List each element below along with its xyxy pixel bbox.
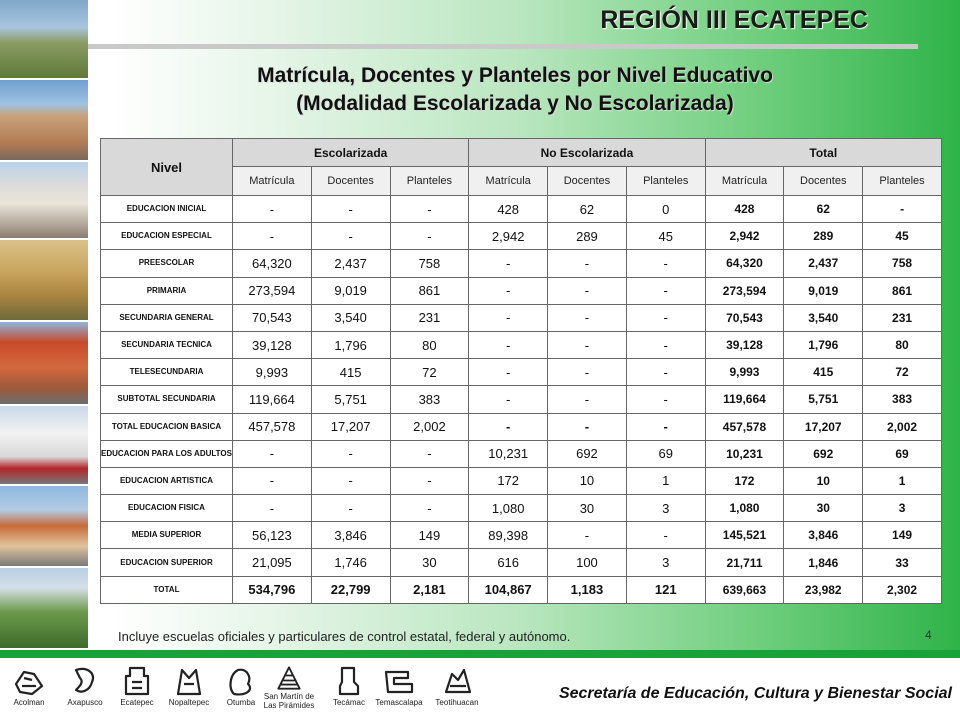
photo-white-building bbox=[0, 406, 88, 486]
total-cell: 21,711 bbox=[705, 549, 784, 576]
header-divider bbox=[88, 44, 918, 49]
level-cell: MEDIA SUPERIOR bbox=[101, 522, 233, 549]
noesc-cell: 2,942 bbox=[469, 223, 548, 250]
level-cell: TOTAL bbox=[101, 576, 233, 603]
total-cell: 415 bbox=[784, 359, 863, 386]
esc-cell: - bbox=[233, 440, 312, 467]
municipality-name: Axapusco bbox=[67, 698, 103, 707]
table-row bbox=[101, 359, 942, 386]
noesc-cell: - bbox=[626, 386, 705, 413]
total-cell: 1,796 bbox=[784, 331, 863, 358]
otumba-glyph-icon bbox=[224, 664, 258, 698]
nivel-header: Nivel bbox=[101, 139, 233, 196]
total-cell: 758 bbox=[863, 250, 942, 277]
municipality-logos bbox=[0, 660, 510, 720]
esc-cell: - bbox=[390, 440, 469, 467]
total-cell: 3,540 bbox=[784, 304, 863, 331]
nopaltepec-glyph-icon bbox=[172, 664, 206, 698]
photo-colonial-street bbox=[0, 80, 88, 162]
noesc-cell: - bbox=[469, 277, 548, 304]
municipality-name: Tecámac bbox=[332, 698, 365, 707]
subheader-matricula: Matrícula bbox=[705, 167, 784, 196]
total-cell: 70,543 bbox=[705, 304, 784, 331]
esc-cell: 80 bbox=[390, 331, 469, 358]
esc-cell: 149 bbox=[390, 522, 469, 549]
level-cell: SUBTOTAL SECUNDARIA bbox=[101, 386, 233, 413]
total-cell: 145,521 bbox=[705, 522, 784, 549]
subheader-planteles: Planteles bbox=[863, 167, 942, 196]
esc-cell: 534,796 bbox=[233, 576, 312, 603]
page-title bbox=[100, 62, 930, 118]
table-row bbox=[101, 440, 942, 467]
photo-government-palace bbox=[0, 486, 88, 568]
group-header-escolarizada: Escolarizada bbox=[233, 139, 469, 167]
noesc-cell: 69 bbox=[626, 440, 705, 467]
municipality-name: Las Pirámides bbox=[263, 701, 315, 710]
total-cell: 231 bbox=[863, 304, 942, 331]
esc-cell: - bbox=[311, 495, 390, 522]
noesc-cell: - bbox=[469, 331, 548, 358]
esc-cell: 72 bbox=[390, 359, 469, 386]
photo-church-landscape bbox=[0, 0, 88, 80]
esc-cell: 1,746 bbox=[311, 549, 390, 576]
esc-cell: - bbox=[311, 196, 390, 223]
noesc-cell: 62 bbox=[548, 196, 627, 223]
noesc-cell: 10,231 bbox=[469, 440, 548, 467]
municipality-logo bbox=[58, 660, 112, 718]
noesc-cell: - bbox=[469, 386, 548, 413]
page-number: 4 bbox=[925, 628, 932, 642]
total-cell: 17,207 bbox=[784, 413, 863, 440]
noesc-cell: - bbox=[548, 359, 627, 386]
subheader-docentes: Docentes bbox=[548, 167, 627, 196]
total-cell: 30 bbox=[784, 495, 863, 522]
total-cell: 45 bbox=[863, 223, 942, 250]
total-cell: 69 bbox=[863, 440, 942, 467]
noesc-cell: 0 bbox=[626, 196, 705, 223]
total-cell: 639,663 bbox=[705, 576, 784, 603]
municipality-logo bbox=[262, 660, 316, 718]
esc-cell: 2,002 bbox=[390, 413, 469, 440]
noesc-cell: 3 bbox=[626, 549, 705, 576]
level-cell: PREESCOLAR bbox=[101, 250, 233, 277]
noesc-cell: 616 bbox=[469, 549, 548, 576]
table-row bbox=[101, 522, 942, 549]
total-cell: 2,002 bbox=[863, 413, 942, 440]
esc-cell: 9,993 bbox=[233, 359, 312, 386]
total-cell: 23,982 bbox=[784, 576, 863, 603]
acolman-glyph-icon bbox=[12, 664, 46, 698]
title-line-2: (Modalidad Escolarizada y No Escolarizada) bbox=[296, 92, 734, 115]
total-cell: 72 bbox=[863, 359, 942, 386]
total-cell: 2,437 bbox=[784, 250, 863, 277]
level-cell: EDUCACION INICIAL bbox=[101, 196, 233, 223]
municipality-name: Teotihuacan bbox=[435, 698, 479, 707]
esc-cell: - bbox=[390, 495, 469, 522]
total-cell: 172 bbox=[705, 467, 784, 494]
noesc-cell: - bbox=[469, 250, 548, 277]
esc-cell: 1,796 bbox=[311, 331, 390, 358]
table-row bbox=[101, 331, 942, 358]
teotihuacan-glyph-icon bbox=[440, 664, 474, 698]
level-cell: TOTAL EDUCACION BASICA bbox=[101, 413, 233, 440]
total-cell: 39,128 bbox=[705, 331, 784, 358]
noesc-cell: 1,183 bbox=[548, 576, 627, 603]
table-row bbox=[101, 277, 942, 304]
data-table-container bbox=[100, 138, 942, 604]
esc-cell: 231 bbox=[390, 304, 469, 331]
level-cell: EDUCACION SUPERIOR bbox=[101, 549, 233, 576]
noesc-cell: - bbox=[469, 304, 548, 331]
photo-strip bbox=[0, 0, 88, 660]
secretaria-label: Secretaría de Educación, Cultura y Bienestar Social bbox=[558, 685, 952, 702]
subheader-matricula: Matrícula bbox=[469, 167, 548, 196]
noesc-cell: - bbox=[548, 413, 627, 440]
noesc-cell: - bbox=[626, 359, 705, 386]
table-row bbox=[101, 495, 942, 522]
municipality-name: San Martín de bbox=[263, 692, 315, 701]
total-cell: 3 bbox=[863, 495, 942, 522]
noesc-cell: - bbox=[469, 413, 548, 440]
total-cell: 2,942 bbox=[705, 223, 784, 250]
subheader-matricula: Matrícula bbox=[233, 167, 312, 196]
photo-town-square bbox=[0, 162, 88, 240]
level-cell: SECUNDARIA TECNICA bbox=[101, 331, 233, 358]
total-cell: 692 bbox=[784, 440, 863, 467]
noesc-cell: 30 bbox=[548, 495, 627, 522]
noesc-cell: - bbox=[548, 277, 627, 304]
esc-cell: 17,207 bbox=[311, 413, 390, 440]
subheader-planteles: Planteles bbox=[626, 167, 705, 196]
esc-cell: 3,846 bbox=[311, 522, 390, 549]
photo-arcade-building bbox=[0, 322, 88, 406]
axapusco-glyph-icon bbox=[68, 664, 102, 698]
total-cell: 10,231 bbox=[705, 440, 784, 467]
esc-cell: 9,019 bbox=[311, 277, 390, 304]
total-cell: 149 bbox=[863, 522, 942, 549]
table-row bbox=[101, 223, 942, 250]
noesc-cell: 1,080 bbox=[469, 495, 548, 522]
municipality-logo bbox=[110, 660, 164, 718]
noesc-cell: 10 bbox=[548, 467, 627, 494]
esc-cell: 5,751 bbox=[311, 386, 390, 413]
esc-cell: - bbox=[233, 223, 312, 250]
noesc-cell: 121 bbox=[626, 576, 705, 603]
photo-park bbox=[0, 568, 88, 650]
photo-aqueduct bbox=[0, 240, 88, 322]
table-row bbox=[101, 386, 942, 413]
esc-cell: 415 bbox=[311, 359, 390, 386]
municipality-name: Temascalapa bbox=[375, 698, 423, 707]
esc-cell: - bbox=[390, 467, 469, 494]
total-cell: 1,846 bbox=[784, 549, 863, 576]
total-cell: - bbox=[863, 196, 942, 223]
pyramid-glyph-icon bbox=[272, 664, 306, 692]
esc-cell: - bbox=[311, 467, 390, 494]
esc-cell: 2,181 bbox=[390, 576, 469, 603]
esc-cell: - bbox=[233, 196, 312, 223]
esc-cell: - bbox=[233, 467, 312, 494]
esc-cell: 861 bbox=[390, 277, 469, 304]
total-cell: 273,594 bbox=[705, 277, 784, 304]
esc-cell: 22,799 bbox=[311, 576, 390, 603]
total-cell: 10 bbox=[784, 467, 863, 494]
noesc-cell: - bbox=[548, 250, 627, 277]
table-row bbox=[101, 413, 942, 440]
noesc-cell: 45 bbox=[626, 223, 705, 250]
table-body bbox=[101, 196, 942, 604]
noesc-cell: 3 bbox=[626, 495, 705, 522]
esc-cell: 30 bbox=[390, 549, 469, 576]
table-row bbox=[101, 304, 942, 331]
esc-cell: 758 bbox=[390, 250, 469, 277]
noesc-cell: - bbox=[548, 522, 627, 549]
municipality-name: Nopaltepec bbox=[168, 698, 210, 707]
total-cell: 861 bbox=[863, 277, 942, 304]
noesc-cell: 428 bbox=[469, 196, 548, 223]
municipality-logo bbox=[372, 660, 426, 718]
municipality-logo bbox=[322, 660, 376, 718]
total-cell: 383 bbox=[863, 386, 942, 413]
municipality-name: Ecatepec bbox=[120, 698, 154, 707]
municipality-logo bbox=[2, 660, 56, 718]
noesc-cell: - bbox=[548, 331, 627, 358]
total-cell: 2,302 bbox=[863, 576, 942, 603]
noesc-cell: 692 bbox=[548, 440, 627, 467]
subheader-docentes: Docentes bbox=[784, 167, 863, 196]
ecatepec-glyph-icon bbox=[120, 664, 154, 698]
esc-cell: - bbox=[233, 495, 312, 522]
total-cell: 1 bbox=[863, 467, 942, 494]
noesc-cell: - bbox=[626, 277, 705, 304]
noesc-cell: - bbox=[626, 331, 705, 358]
municipality-name: Acolman bbox=[13, 698, 45, 707]
level-cell: EDUCACION ARTISTICA bbox=[101, 467, 233, 494]
total-cell: 9,993 bbox=[705, 359, 784, 386]
temascalapa-glyph-icon bbox=[382, 664, 416, 698]
total-cell: 33 bbox=[863, 549, 942, 576]
total-cell: 1,080 bbox=[705, 495, 784, 522]
noesc-cell: 100 bbox=[548, 549, 627, 576]
subheader-planteles: Planteles bbox=[390, 167, 469, 196]
tecamac-glyph-icon bbox=[332, 664, 366, 698]
noesc-cell: - bbox=[548, 304, 627, 331]
esc-cell: 383 bbox=[390, 386, 469, 413]
esc-cell: 56,123 bbox=[233, 522, 312, 549]
title-line-1: Matrícula, Docentes y Planteles por Nivel Educativo bbox=[257, 64, 773, 87]
esc-cell: 273,594 bbox=[233, 277, 312, 304]
noesc-cell: 289 bbox=[548, 223, 627, 250]
noesc-cell: 1 bbox=[626, 467, 705, 494]
level-cell: EDUCACION FISICA bbox=[101, 495, 233, 522]
esc-cell: 70,543 bbox=[233, 304, 312, 331]
municipality-logo bbox=[430, 660, 484, 718]
noesc-cell: 89,398 bbox=[469, 522, 548, 549]
esc-cell: 457,578 bbox=[233, 413, 312, 440]
total-cell: 62 bbox=[784, 196, 863, 223]
region-title: REGIÓN III ECATEPEC bbox=[600, 6, 868, 34]
total-cell: 64,320 bbox=[705, 250, 784, 277]
total-cell: 3,846 bbox=[784, 522, 863, 549]
noesc-cell: - bbox=[626, 413, 705, 440]
level-cell: EDUCACION PARA LOS ADULTOS bbox=[101, 440, 233, 467]
level-cell: SECUNDARIA GENERAL bbox=[101, 304, 233, 331]
esc-cell: 39,128 bbox=[233, 331, 312, 358]
total-cell: 428 bbox=[705, 196, 784, 223]
municipality-logo bbox=[214, 660, 268, 718]
noesc-cell: 104,867 bbox=[469, 576, 548, 603]
level-cell: PRIMARIA bbox=[101, 277, 233, 304]
noesc-cell: - bbox=[626, 250, 705, 277]
table-row bbox=[101, 576, 942, 603]
total-cell: 80 bbox=[863, 331, 942, 358]
group-header-no-escolarizada: No Escolarizada bbox=[469, 139, 705, 167]
esc-cell: 119,664 bbox=[233, 386, 312, 413]
total-cell: 5,751 bbox=[784, 386, 863, 413]
municipality-logo bbox=[162, 660, 216, 718]
total-cell: 9,019 bbox=[784, 277, 863, 304]
enrollment-table bbox=[100, 138, 942, 604]
subheader-docentes: Docentes bbox=[311, 167, 390, 196]
level-cell: EDUCACION ESPECIAL bbox=[101, 223, 233, 250]
esc-cell: 21,095 bbox=[233, 549, 312, 576]
noesc-cell: 172 bbox=[469, 467, 548, 494]
group-header-total: Total bbox=[705, 139, 941, 167]
esc-cell: 2,437 bbox=[311, 250, 390, 277]
noesc-cell: - bbox=[548, 386, 627, 413]
table-row bbox=[101, 250, 942, 277]
total-cell: 119,664 bbox=[705, 386, 784, 413]
footer-green-bar bbox=[0, 650, 960, 658]
total-cell: 289 bbox=[784, 223, 863, 250]
table-row bbox=[101, 196, 942, 223]
table-row bbox=[101, 467, 942, 494]
noesc-cell: - bbox=[626, 522, 705, 549]
table-row bbox=[101, 549, 942, 576]
footnote: Incluye escuelas oficiales y particulares de control estatal, federal y autónomo. bbox=[118, 629, 571, 644]
esc-cell: 3,540 bbox=[311, 304, 390, 331]
esc-cell: - bbox=[390, 223, 469, 250]
esc-cell: - bbox=[311, 223, 390, 250]
noesc-cell: - bbox=[626, 304, 705, 331]
municipality-name: Otumba bbox=[226, 698, 256, 707]
noesc-cell: - bbox=[469, 359, 548, 386]
level-cell: TELESECUNDARIA bbox=[101, 359, 233, 386]
esc-cell: 64,320 bbox=[233, 250, 312, 277]
total-cell: 457,578 bbox=[705, 413, 784, 440]
esc-cell: - bbox=[311, 440, 390, 467]
esc-cell: - bbox=[390, 196, 469, 223]
